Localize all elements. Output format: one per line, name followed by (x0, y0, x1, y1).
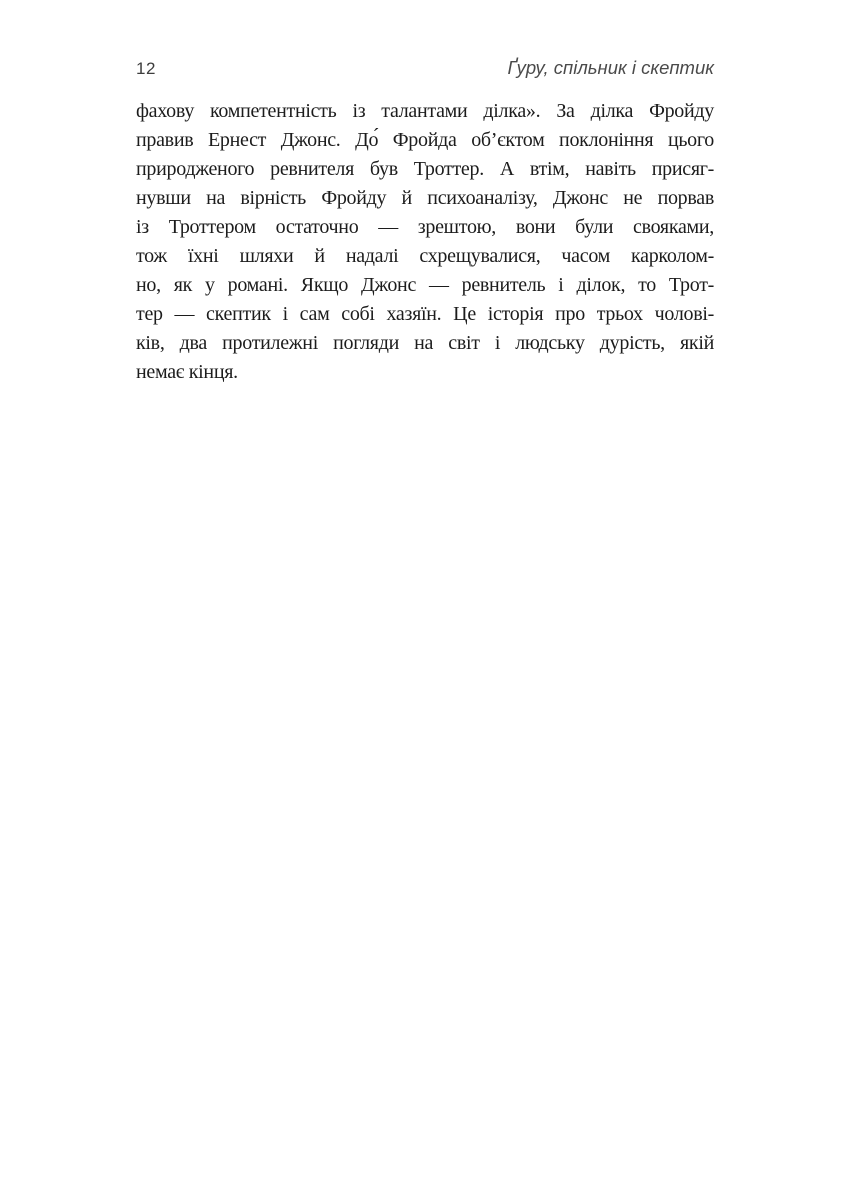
text-line: тож їхні шляхи й надалі схрещувалися, часом карколом- (136, 245, 714, 267)
body-text (136, 97, 714, 387)
running-head: Ґуру, спільник і скептик (507, 57, 714, 78)
page-header (136, 57, 714, 79)
text-line: но, як у романі. Якщо Джонс — ревнитель і ділок, то Трот- (136, 274, 714, 296)
page-number: 12 (136, 59, 156, 78)
text-line: нувши на вірність Фройду й психоаналізу, Джонс не порвав (136, 187, 714, 209)
text-line: фахову компетентність із талантами ділка». За ділка Фройду (136, 100, 714, 122)
text-line: немає кінця. (136, 361, 238, 383)
text-line: тер — скептик і сам собі хазяїн. Це історія про трьох чолові- (136, 303, 714, 325)
text-line: ків, два протилежні погляди на світ і людську дурість, якій (136, 332, 714, 354)
text-line: правив Ернест Джонс. До́ Фройда об’єктом поклоніння цього (136, 129, 714, 151)
text-line: із Троттером остаточно — зрештою, вони були свояками, (136, 216, 714, 238)
text-line: природженого ревнителя був Троттер. А втім, навіть присяг- (136, 158, 714, 180)
